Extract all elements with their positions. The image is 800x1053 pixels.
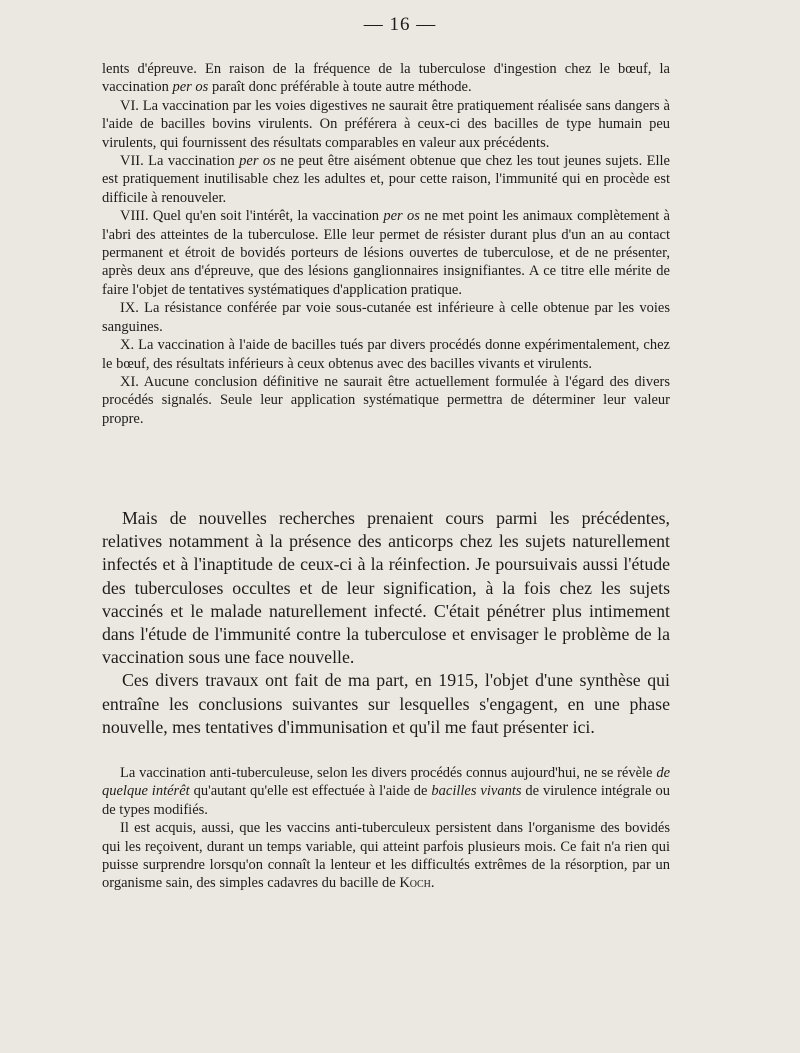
conclusion-item: VIII. Quel qu'en soit l'intérêt, la vaccination per os ne met point les animaux complètement à l'abri des atteintes de la tuberculose. Elle leur permet de résister durant plus d'un an au contact permanent et étroit de bovidés porteurs de lésions ouvertes de tuberculose, et de ne présenter, après deux ans d'épreuve, que des lésions ganglionnaires insignifiantes. A ce titre elle mérite de faire l'objet de tentatives systématiques d'application pratique.	[102, 208, 670, 298]
body-paragraph: Ces divers travaux ont fait de ma part, en 1915, l'objet d'une synthèse qui entraîne les conclusions suivantes sur lesquelles s'engagent, en une phase nouvelle, mes tentatives d'immunisation et qu'il me faut présenter ici.	[102, 670, 670, 737]
conclusion-item: lents d'épreuve. En raison de la fréquence de la tuberculose d'ingestion chez le bœuf, la vaccination per os paraît donc préférable à toute autre méthode.	[102, 61, 670, 96]
conclusions-list	[102, 60, 670, 428]
synthesis-text	[102, 764, 670, 893]
synthesis-paragraph: Il est acquis, aussi, que les vaccins anti-tuberculeux persistent dans l'organisme des bovidés qui les reçoivent, durant un temps variable, qui atteint parfois plusieurs mois. Ce fait n'a rien qui puisse surprendre lorsqu'on connaît la lenteur et les difficultés extrêmes de la résorption, par un organisme sain, des simples cadavres du bacille de Koch.	[102, 820, 670, 892]
conclusion-item: IX. La résistance conférée par voie sous-cutanée est inférieure à celle obtenue par les voies sanguines.	[102, 300, 670, 335]
synthesis-paragraph: La vaccination anti-tuberculeuse, selon les divers procédés connus aujourd'hui, ne se révèle de quelque intérêt qu'autant qu'elle est effectuée à l'aide de bacilles vivants de virulence intégrale ou de types modifiés.	[102, 765, 670, 818]
conclusion-item: VII. La vaccination per os ne peut être aisément obtenue que chez les tout jeunes sujets. Elle est pratiquement inutilisable chez les adultes et, pour cette raison, l'immunité qui en procède est difficile à renouveler.	[102, 153, 670, 206]
body-text	[102, 507, 670, 739]
body-paragraph: Mais de nouvelles recherches prenaient cours parmi les précédentes, relatives notamment à la présence des anticorps chez les sujets naturellement infectés et à l'inaptitude de ceux-ci à la réinfection. Je poursuivais aussi l'étude des tuberculoses occultes et de leur signification, à la fois chez les sujets vaccinés et le malade naturellement infecté. C'était pénétrer plus intimement dans l'étude de l'immunité contre la tuberculose et envisager le problème de la vaccination sous une face nouvelle.	[102, 508, 670, 668]
page-number: — 16 —	[363, 14, 437, 35]
conclusion-item: X. La vaccination à l'aide de bacilles tués par divers procédés donne expérimentalement, chez le bœuf, des résultats inférieurs à ceux obtenus avec des bacilles vivants et virulents.	[102, 337, 670, 372]
conclusion-item: XI. Aucune conclusion définitive ne saurait être actuellement formulée à l'égard des divers procédés signalés. Seule leur application systématique permettra de déterminer leur valeur propre.	[102, 373, 670, 427]
conclusion-item: VI. La vaccination par les voies digestives ne saurait être pratiquement réalisée sans dangers à l'aide de bacilles bovins virulents. On préférera à ceux-ci des bacilles de type humain peu virulents, qui fournissent des résultats comparables en valeur aux précédents.	[102, 97, 670, 151]
